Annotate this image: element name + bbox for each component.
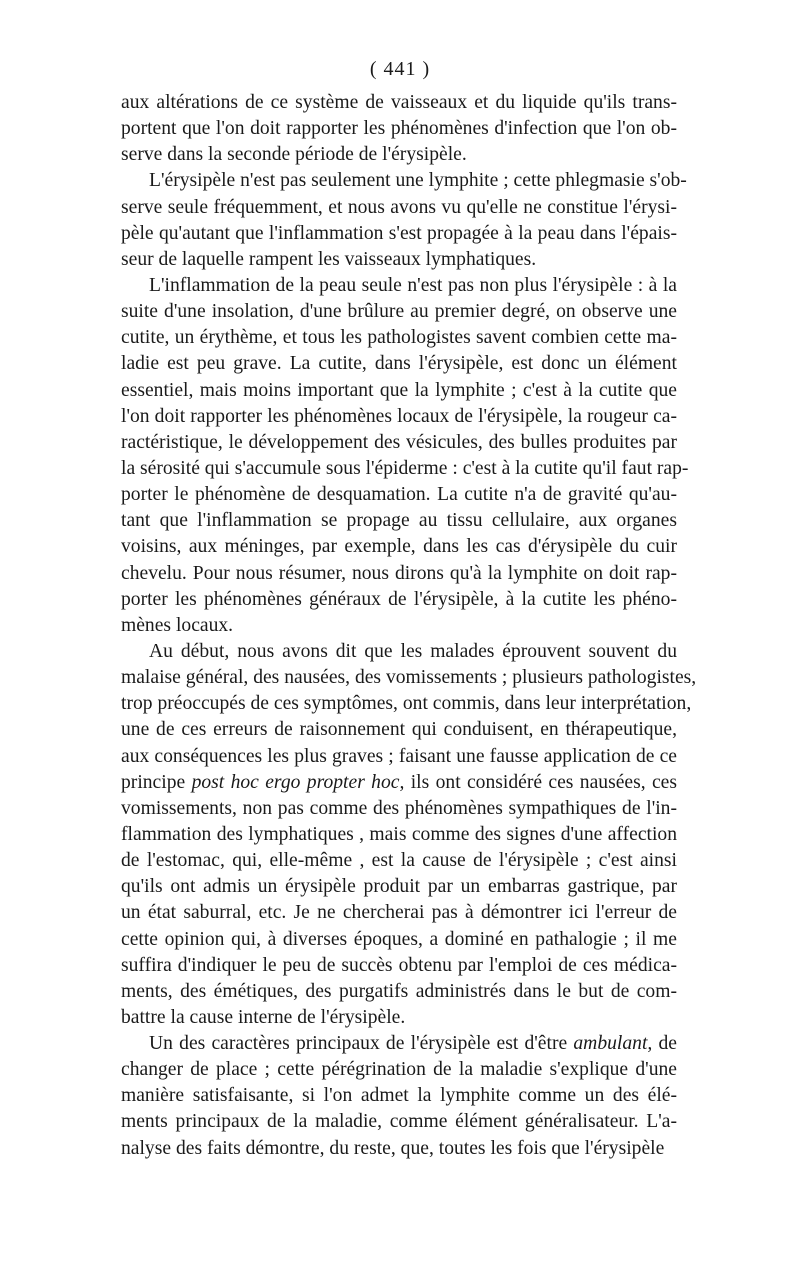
text-line: aux conséquences les plus graves ; faisant une fausse application de ce (121, 745, 677, 767)
text-line: essentiel, mais moins important que la lymphite ; c'est à la cutite que (121, 379, 677, 401)
text-line: pèle qu'autant que l'inflammation s'est propagée à la peau dans l'épais- (121, 222, 677, 244)
text-line: aux altérations de ce système de vaisseaux et du liquide qu'ils trans- (121, 92, 677, 113)
paragraph (121, 1031, 677, 1162)
text-line: manière satisfaisante, si l'on admet la lymphite comme un des élé- (121, 1085, 677, 1107)
text-line: Un des caractères principaux de l'érysipèle est d'être ambulant, de (149, 1033, 677, 1055)
text-line: ladie est peu grave. La cutite, dans l'érysipèle, est donc un élément (121, 353, 677, 375)
text-line: qu'ils ont admis un érysipèle produit par un embarras gastrique, par (121, 876, 677, 898)
text-line: cutite, un érythème, et tous les pathologistes savent combien cette ma- (121, 327, 677, 349)
text-line: suffira d'indiquer le peu de succès obtenu par l'emploi de ces médica- (121, 954, 677, 976)
page-number: ( 441 ) (369, 58, 431, 80)
text-line: portent que l'on doit rapporter les phénomènes d'infection que l'on ob- (121, 118, 677, 140)
text-line: la sérosité qui s'accumule sous l'épiderme : c'est à la cutite qu'il faut rap- (121, 457, 689, 479)
text-line: de l'estomac, qui, elle-même , est la cause de l'érysipèle ; c'est ainsi (121, 850, 677, 872)
text-line: voisins, aux méninges, par exemple, dans les cas d'érysipèle du cuir (121, 536, 677, 558)
text-line: porter les phénomènes généraux de l'érysipèle, à la cutite les phéno- (121, 588, 677, 610)
text-line: L'inflammation de la peau seule n'est pas non plus l'érysipèle : à la (149, 274, 677, 296)
text-line: L'érysipèle n'est pas seulement une lymphite ; cette phlegmasie s'ob- (149, 170, 687, 192)
text-line: ractéristique, le développement des vésicules, des bulles produites par (121, 431, 677, 453)
text-line: serve seule fréquemment, et nous avons vu qu'elle ne constitue l'érysi- (121, 196, 677, 218)
text-line: seur de laquelle rampent les vaisseaux lymphatiques. (121, 248, 537, 270)
text-line: vomissements, non pas comme des phénomènes sympathiques de l'in- (121, 797, 677, 819)
text-line: l'on doit rapporter les phénomènes locaux de l'érysipèle, la rougeur ca- (121, 405, 677, 427)
paragraph (121, 639, 697, 1031)
text-line: Au début, nous avons dit que les malades éprouvent souvent du (149, 640, 677, 662)
text-line: cette opinion qui, à diverses époques, a dominé en pathalogie ; il me (121, 928, 677, 950)
text-line: battre la cause interne de l'érysipèle. (121, 1006, 406, 1028)
text-line: un état saburral, etc. Je ne chercherai pas à démontrer ici l'erreur de (121, 902, 677, 924)
text-line: chevelu. Pour nous résumer, nous dirons qu'à la lymphite on doit rap- (121, 562, 677, 584)
text-line: ments, des émétiques, des purgatifs administrés dans le but de com- (121, 980, 677, 1002)
text-line: ments principaux de la maladie, comme élément généralisateur. L'a- (121, 1111, 677, 1133)
text-line: suite d'une insolation, d'une brûlure au premier degré, on observe une (121, 301, 677, 323)
paragraph (121, 90, 677, 168)
text-line: trop préoccupés de ces symptômes, ont commis, dans leur interprétation, (121, 693, 692, 715)
text-line: mènes locaux. (121, 614, 234, 636)
text-line: principe post hoc ergo propter hoc, ils ont considéré ces nausées, ces (121, 771, 677, 793)
text-line: changer de place ; cette pérégrination de la maladie s'explique d'une (121, 1059, 677, 1081)
text-line: nalyse des faits démontre, du reste, que, toutes les fois que l'érysipèle (121, 1137, 665, 1159)
text-line: serve dans la seconde période de l'érysipèle. (121, 144, 467, 166)
body-text (121, 90, 697, 1162)
text-line: flammation des lymphatiques , mais comme des signes d'une affection (121, 823, 677, 845)
text-line: porter le phénomène de desquamation. La cutite n'a de gravité qu'au- (121, 484, 677, 506)
text-line: une de ces erreurs de raisonnement qui conduisent, en thérapeutique, (121, 719, 677, 741)
paragraph (121, 273, 689, 639)
text-line: tant que l'inflammation se propage au tissu cellulaire, aux organes (121, 510, 677, 532)
paragraph (121, 168, 687, 273)
text-line: malaise général, des nausées, des vomissements ; plusieurs pathologistes, (121, 667, 697, 689)
